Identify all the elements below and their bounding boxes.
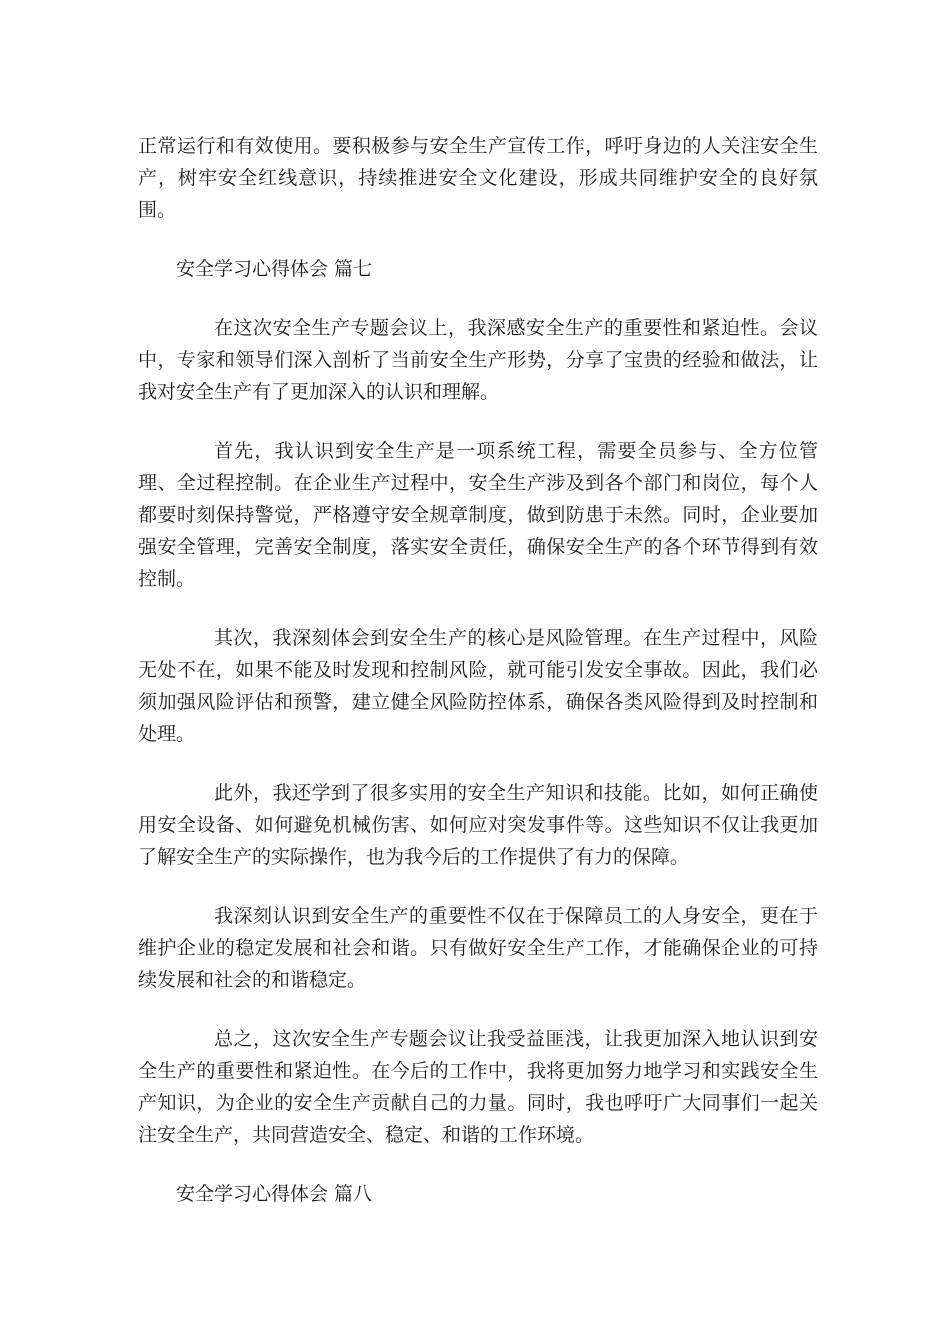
continuation-paragraph: 正常运行和有效使用。要积极参与安全生产宣传工作，呼吁身边的人关注安全生产，树牢安全红线意识，持续推进安全文化建设，形成共同维护安全的良好氛围。: [138, 135, 818, 221]
document-body: [138, 130, 818, 1237]
section-7-paragraph-1: 在这次安全生产专题会议上，我深感安全生产的重要性和紧迫性。会议中，专家和领导们深入剖析了当前安全生产形势，分享了宝贵的经验和做法，让我对安全生产有了更加深入的认识和理解。: [138, 317, 818, 403]
section-7-paragraph-2: 首先，我认识到安全生产是一项系统工程，需要全员参与、全方位管理、全过程控制。在企业生产过程中，安全生产涉及到各个部门和岗位，每个人都要时刻保持警觉，严格遵守安全规章制度，做到防患于未然。同时，企业要加强安全管理，完善安全制度，落实安全责任，确保安全生产的各个环节得到有效控制。: [138, 440, 818, 590]
section-7-paragraph-3: 其次，我深刻体会到安全生产的核心是风险管理。在生产过程中，风险无处不在，如果不能及时发现和控制风险，就可能引发安全事故。因此，我们必须加强风险评估和预警，建立健全风险防控体系，确保各类风险得到及时控制和处理。: [138, 627, 818, 745]
section-7-paragraph-6: 总之，这次安全生产专题会议让我受益匪浅，让我更加深入地认识到安全生产的重要性和紧迫性。在今后的工作中，我将更加努力地学习和实践安全生产知识，为企业的安全生产贡献自己的力量。同时，我也呼吁广大同事们一起关注安全生产，共同营造安全、稳定、和谐的工作环境。: [138, 1028, 818, 1146]
section-7-paragraph-4: 此外，我还学到了很多实用的安全生产知识和技能。比如，如何正确使用安全设备、如何避免机械伤害、如何应对突发事件等。这些知识不仅让我更加了解安全生产的实际操作，也为我今后的工作提供了有力的保障。: [138, 782, 818, 868]
section-heading-8: 安全学习心得体会 篇八: [176, 1183, 373, 1205]
section-7-paragraph-5: 我深刻认识到安全生产的重要性不仅在于保障员工的人身安全，更在于维护企业的稳定发展和社会和谐。只有做好安全生产工作，才能确保企业的可持续发展和社会的和谐稳定。: [138, 905, 818, 991]
section-heading-7: 安全学习心得体会 篇七: [176, 258, 373, 280]
